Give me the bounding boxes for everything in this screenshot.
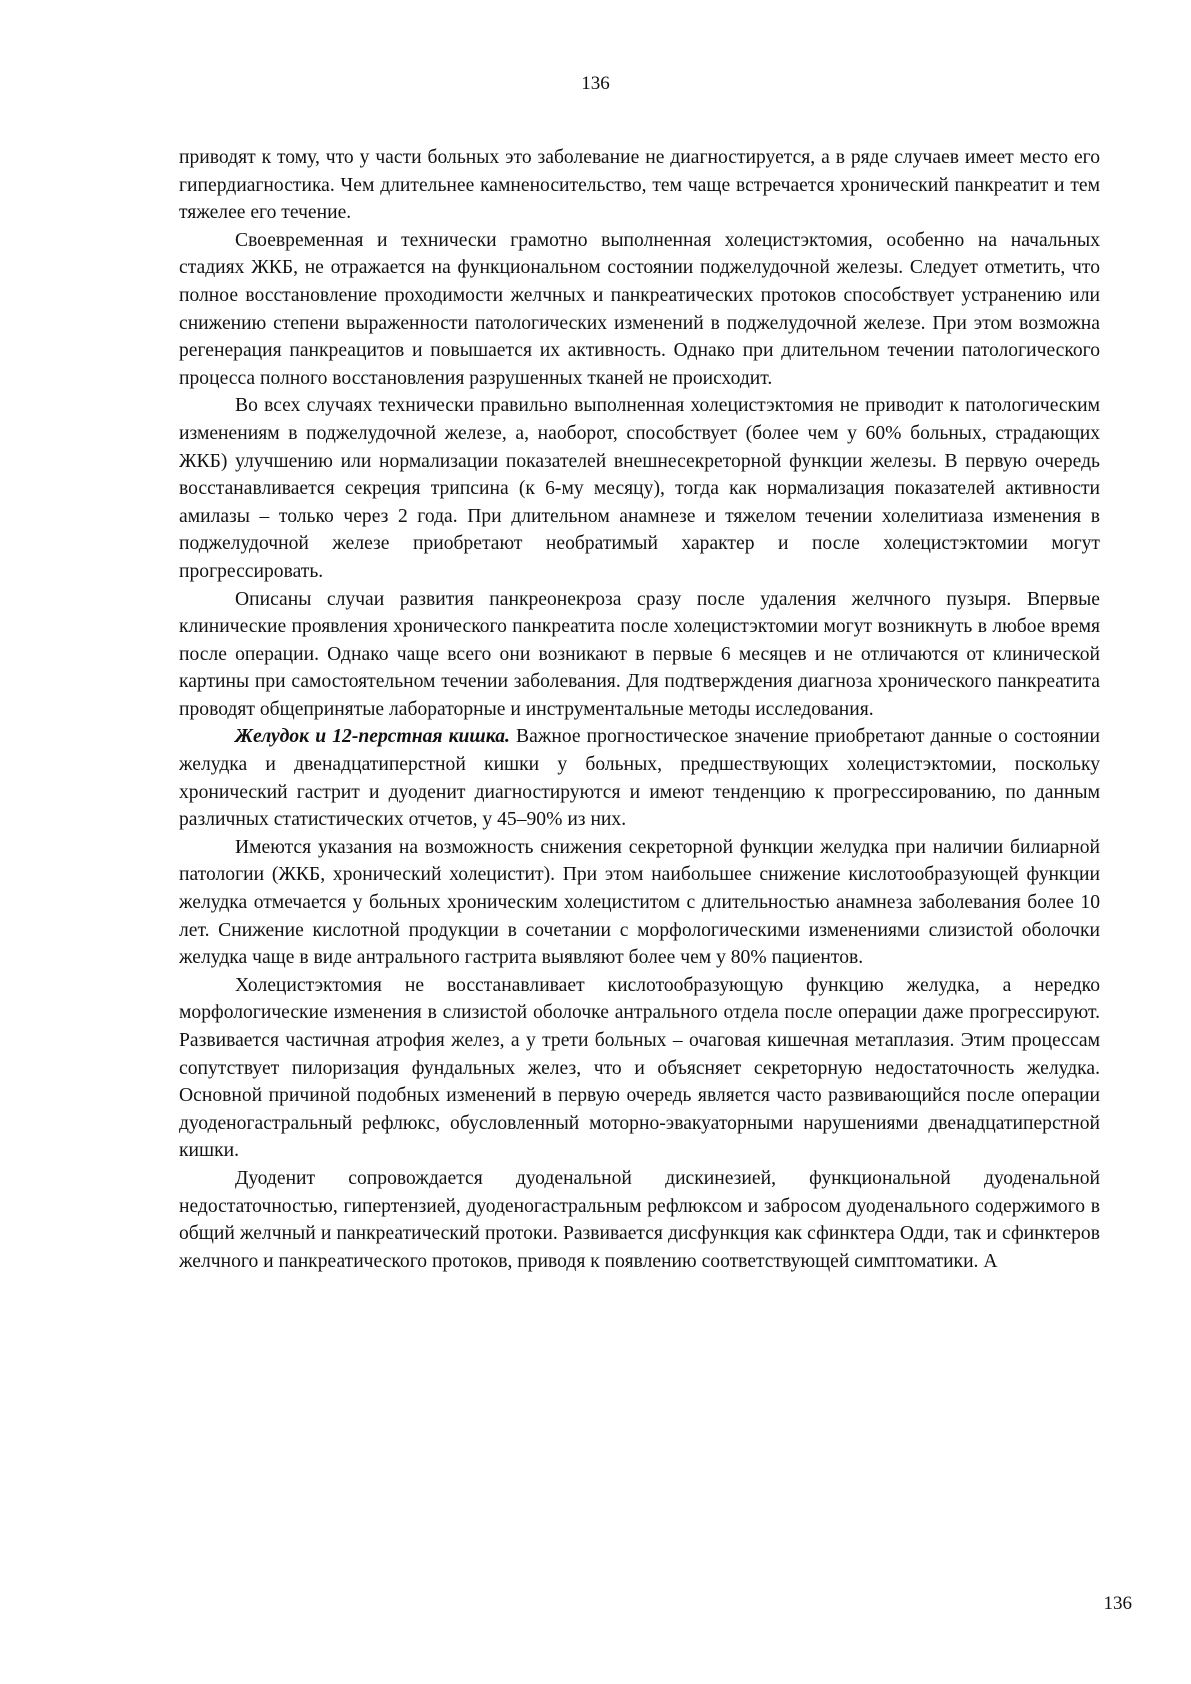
paragraph: приводят к тому, что у части больных это заболевание не диагностируется, а в ряде случаев имеет место его гипердиагностика. Чем длительнее камненосительство, тем чаще встречается хронический панкреатит и тем тяжелее его течение. (179, 147, 1100, 224)
body-text (179, 144, 1100, 1275)
paragraph: Дуоденит сопровождается дуоденальной дискинезией, функциональной дуоденальной недостаточностью, гипертензией, дуоденогастральным рефлюксом и забросом дуоденального содержимого в общий желчный и панкреатический протоки. Развивается дисфункция как сфинктера Одди, так и сфинктеров желчного и панкреатического протоков, приводя к появлению соответствующей симптоматики. А (179, 1167, 1100, 1272)
paragraph-text: Важное прогностическое значение приобретают данные о состоянии желудка и двенадцатиперстной кишки у больных, предшествующих холецистэктомии, поскольку хронический гастрит и дуоденит диагностируются и имеют тенденцию к прогрессированию, по данным различных статистических отчетов, у 45–90% из них. (179, 726, 1100, 831)
paragraph: Имеются указания на возможность снижения секреторной функции желудка при наличии билиарной патологии (ЖКБ, хронический холецистит). При этом наибольшее снижение кислотообразующей функции желудка отмечается у больных хроническим холециститом с длительностью анамнеза заболевания более 10 лет. Снижение кислотной продукции в сочетании с морфологическими изменениями слизистой оболочки желудка чаще в виде антрального гастрита выявляют более чем у 80% пациентов. (179, 836, 1100, 969)
paragraph: Во всех случаях технически правильно выполненная холецистэктомия не приводит к патологическим изменениям в поджелудочной железе, а, наоборот, способствует (более чем у 60% больных, страдающих ЖКБ) улучшению или нормализации показателей внешнесекреторной функции железы. В первую очередь восстанавливается секреция трипсина (к 6-му месяцу), тогда как нормализация показателей активности амилазы – только через 2 года. При длительном анамнезе и тяжелом течении холелитиаза изменения в поджелудочной железе приобретают необратимый характер и после холецистэктомии могут прогрессировать. (179, 395, 1100, 582)
page-number-top: 136 (581, 73, 610, 94)
section-heading: Желудок и 12-перстная кишка. (235, 726, 510, 748)
paragraph: Описаны случаи развития панкреонекроза сразу после удаления желчного пузыря. Впервые клинические проявления хронического панкреатита после холецистэктомии могут возникнуть в любое время после операции. Однако чаще всего они возникают в первые 6 месяцев и не отличаются от клинической картины при самостоятельном течении заболевания. Для подтверждения диагноза хронического панкреатита проводят общепринятые лабораторные и инструментальные методы исследования. (179, 588, 1100, 720)
page-number-bottom: 136 (1103, 1593, 1132, 1614)
paragraph: Холецистэктомия не восстанавливает кислотообразующую функцию желудка, а нередко морфологические изменения в слизистой оболочке антрального отдела после операции даже прогрессируют. Развивается частичная атрофия желез, а у трети больных – очаговая кишечная метаплазия. Этим процессам сопутствует пилоризация фундальных желез, что и объясняет секреторную недостаточность желудка. Основной причиной подобных изменений в первую очередь является часто развивающийся после операции дуоденогастральный рефлюкс, обусловленный моторно-эвакуаторными нарушениями двенадцатиперстной кишки. (179, 974, 1100, 1162)
paragraph (179, 723, 1100, 833)
paragraph: Своевременная и технически грамотно выполненная холецистэктомия, особенно на начальных стадиях ЖКБ, не отражается на функциональном состоянии поджелудочной железы. Следует отметить, что полное восстановление проходимости желчных и панкреатических протоков способствует устранению или снижению степени выраженности патологических изменений в поджелудочной железе. При этом возможна регенерация панкреацитов и повышается их активность. Однако при длительном течении патологического процесса полного восстановления разрушенных тканей не происходит. (179, 229, 1100, 389)
